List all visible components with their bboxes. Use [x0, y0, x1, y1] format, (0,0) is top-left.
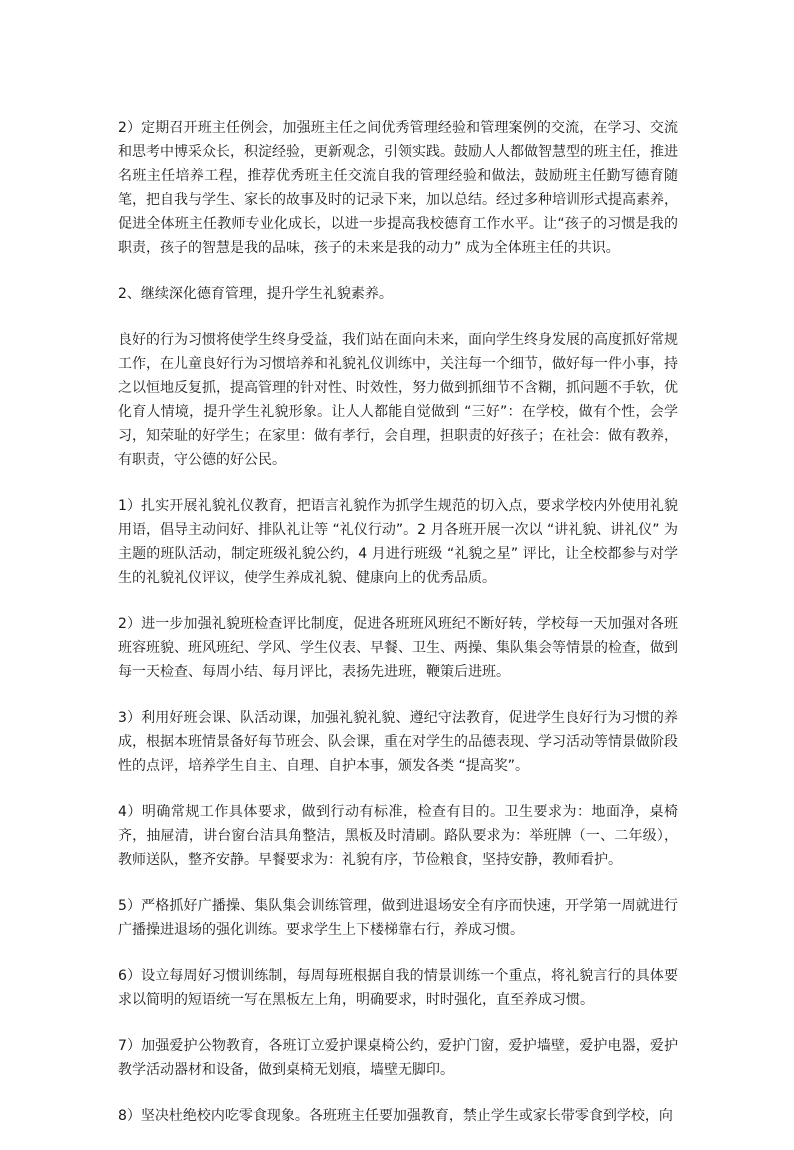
paragraph-item-7-public-property: 7）加强爱护公物教育，各班订立爱护课桌椅公约，爱护门窗，爱护墙壁，爱护电器，爱护教学活动器材和设备，做到桌椅无划痕，墙壁无脚印。	[118, 1038, 678, 1078]
paragraph-item-5-exercises: 5）严格抓好广播操、集队集会训练管理，做到进退场安全有序而快速，开学第一周就进行广播操进退场的强化训练。要求学生上下楼梯靠右行，养成习惯。	[118, 898, 678, 938]
paragraph-item-8-snacks: 8）坚决杜绝校内吃零食现象。各班班主任要加强教育，禁止学生或家长带零食到学校，向	[118, 1108, 673, 1124]
paragraph-item-3-class-meetings: 3）利用好班会课、队活动课，加强礼貌礼貌、遵纪守法教育，促进学生良好行为习惯的养成，根据本班情景备好每节班会、队会课，重在对学生的品德表现、学习活动等情景做阶段性的点评，培养学生自主、自理、自护本事，颁发各类 “提高奖”。	[118, 710, 678, 774]
paragraph-item-1-etiquette: 1）扎实开展礼貌礼仪教育，把语言礼貌作为抓学生规范的切入点，要求学校内外使用礼貌用语，倡导主动问好、排队礼让等 “礼仪行动”。2 月各班开展一次以 “讲礼貌、讲礼仪” 为主题的班队活动，制定班级礼貌公约，4 月进行班级 “礼貌之星” 评比，让全校都参与对学生的礼貌礼仪评议，使学生养成礼貌、健康向上的优秀品质。	[118, 498, 678, 586]
paragraph-item-2-regular-meetings: 2）定期召开班主任例会，加强班主任之间优秀管理经验和管理案例的交流，在学习、交流和思考中博采众长，积淀经验，更新观念，引领实践。鼓励人人都做智慧型的班主任，推进名班主任培养工程，推荐优秀班主任交流自我的管理经验和做法，鼓励班主任勤写德育随笔，把自我与学生、家长的故事及时的记录下来，加以总结。经过多种培训形式提高素养，促进全体班主任教师专业化成长，以进一步提高我校德育工作水平。让“孩子的习惯是我的职责，孩子的智慧是我的品味，孩子的未来是我的动力” 成为全体班主任的共识。	[118, 120, 678, 256]
paragraph-item-6-weekly-habits: 6）设立每周好习惯训练制，每周每班根据自我的情景训练一个重点，将礼貌言行的具体要求以简明的短语统一写在黑板左上角，明确要求，时时强化，直至养成习惯。	[118, 968, 678, 1008]
document-page	[118, 116, 678, 1150]
paragraph-good-habits: 良好的行为习惯将使学生终身受益，我们站在面向未来，面向学生终身发展的高度抓好常规工作，在儿童良好行为习惯培养和礼貌礼仪训练中，关注每一个细节，做好每一件小事，持之以恒地反复抓，提高管理的针对性、时效性，努力做到抓细节不含糊，抓问题不手软，优化育人情境，提升学生礼貌形象。让人人都能自觉做到 “三好”：在学校，做有个性，会学习，知荣耻的好学生；在家里：做有孝行，会自理，担职责的好孩子；在社会：做有教养，有职责，守公德的好公民。	[118, 332, 678, 468]
paragraph-item-2-inspection: 2）进一步加强礼貌班检查评比制度，促进各班班风班纪不断好转，学校每一天加强对各班班容班貌、班风班纪、学风、学生仪表、早餐、卫生、两操、集队集会等情景的检查，做到每一天检查、每周小结、每月评比，表扬先进班，鞭策后进班。	[118, 616, 678, 680]
section-heading-moral-management: 2、继续深化德育管理，提升学生礼貌素养。	[118, 286, 393, 302]
paragraph-item-4-routine-requirements: 4）明确常规工作具体要求，做到行动有标准，检查有目的。卫生要求为：地面净，桌椅齐，抽屉清，讲台窗台洁具角整洁，黑板及时清刷。路队要求为：举班牌（一、二年级），教师送队，整齐安静。早餐要求为：礼貌有序，节俭粮食，坚持安静，教师看护。	[118, 804, 678, 868]
